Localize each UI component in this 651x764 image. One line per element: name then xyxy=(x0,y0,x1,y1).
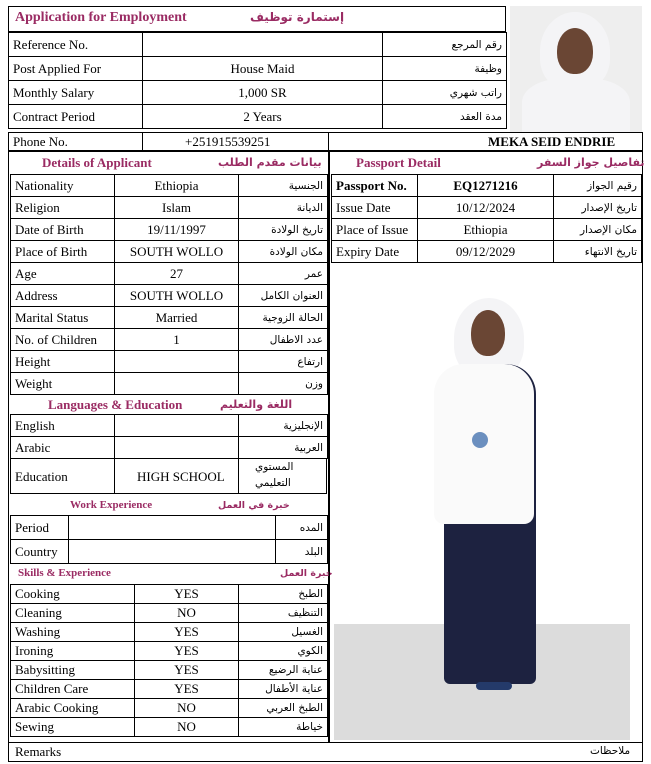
language-label: Arabic xyxy=(11,437,115,459)
applicant-value: SOUTH WOLLO xyxy=(115,241,239,263)
passport-label-ar: تاريخ الانتهاء xyxy=(554,241,642,263)
work-row xyxy=(11,540,328,564)
top-info-label: Post Applied For xyxy=(9,57,143,81)
languages-title-ar: اللغة والتعليم xyxy=(220,398,293,411)
applicant-value: Ethiopia xyxy=(115,175,239,197)
education-label-ar-2: التعليمي xyxy=(255,477,291,489)
applicant-value: SOUTH WOLLO xyxy=(115,285,239,307)
skill-label-ar: الطبخ xyxy=(239,585,328,604)
language-row xyxy=(11,415,328,437)
applicant-label: Height xyxy=(11,351,115,373)
language-label-ar: الإنجليزية xyxy=(239,415,328,437)
top-info-row xyxy=(9,57,507,81)
applicant-value: 27 xyxy=(115,263,239,285)
work-value xyxy=(69,540,276,564)
applicant-value: 19/11/1997 xyxy=(115,219,239,241)
remarks-label-ar: ملاحظات xyxy=(590,745,631,757)
work-grid xyxy=(10,515,328,564)
applicant-row xyxy=(11,219,328,241)
passport-title-ar: تفاصيل جواز السفر xyxy=(537,156,645,169)
title-ar: إستمارة توظيف xyxy=(250,10,345,24)
work-title-en: Work Experience xyxy=(70,499,153,511)
applicant-value xyxy=(115,351,239,373)
skill-label: Arabic Cooking xyxy=(11,699,135,718)
top-info-value: House Maid xyxy=(143,57,383,81)
skills-title-en: Skills & Experience xyxy=(18,567,111,579)
skill-row xyxy=(11,680,328,699)
passport-label: Expiry Date xyxy=(332,241,418,263)
remarks-label: Remarks xyxy=(15,744,62,759)
applicant-title-ar: بيانات مقدم الطلب xyxy=(218,156,322,169)
education-label: Education xyxy=(15,469,68,484)
applicant-value: Married xyxy=(115,307,239,329)
applicant-title-en: Details of Applicant xyxy=(42,155,152,170)
passport-title-en: Passport Detail xyxy=(356,155,441,170)
skill-value: NO xyxy=(135,718,239,737)
applicant-label: Place of Birth xyxy=(11,241,115,263)
body-face xyxy=(471,310,505,356)
profile-photo xyxy=(510,6,642,132)
skill-value: YES xyxy=(135,623,239,642)
applicant-label: No. of Children xyxy=(11,329,115,351)
skill-label-ar: الغسيل xyxy=(239,623,328,642)
skill-value: NO xyxy=(135,604,239,623)
top-info-row xyxy=(9,81,507,105)
top-info-value xyxy=(143,33,383,57)
skill-row xyxy=(11,585,328,604)
passport-row xyxy=(332,241,642,263)
top-info-value: 2 Years xyxy=(143,105,383,129)
passport-row xyxy=(332,175,642,197)
skill-label: Babysitting xyxy=(11,661,135,680)
applicant-row xyxy=(11,197,328,219)
language-value xyxy=(115,437,239,459)
languages-title-en: Languages & Education xyxy=(48,397,183,412)
skill-label-ar: الطبخ العربي xyxy=(239,699,328,718)
passport-label: Place of Issue xyxy=(332,219,418,241)
skill-label-ar: عناية الرضيع xyxy=(239,661,328,680)
applicant-label: Nationality xyxy=(11,175,115,197)
top-info-value: 1,000 SR xyxy=(143,81,383,105)
skill-row xyxy=(11,699,328,718)
applicant-label: Weight xyxy=(11,373,115,395)
applicant-label-ar: الديانة xyxy=(239,197,328,219)
skill-label: Cleaning xyxy=(11,604,135,623)
passport-label: Issue Date xyxy=(332,197,418,219)
applicant-grid xyxy=(10,174,328,395)
applicant-value: Islam xyxy=(115,197,239,219)
skill-label-ar: الكوي xyxy=(239,642,328,661)
skill-value: YES xyxy=(135,642,239,661)
top-info-row xyxy=(9,33,507,57)
applicant-label: Religion xyxy=(11,197,115,219)
work-label-ar: البلد xyxy=(276,540,328,564)
skill-row xyxy=(11,661,328,680)
applicant-label: Marital Status xyxy=(11,307,115,329)
passport-row xyxy=(332,219,642,241)
work-title-ar: خبرة في العمل xyxy=(218,500,290,511)
skill-row xyxy=(11,604,328,623)
top-info-row xyxy=(9,105,507,129)
skill-row xyxy=(11,623,328,642)
skill-label-ar: التنظيف xyxy=(239,604,328,623)
top-info-label: Monthly Salary xyxy=(9,81,143,105)
work-value xyxy=(69,516,276,540)
skill-grid xyxy=(10,584,328,737)
applicant-row xyxy=(11,351,328,373)
applicant-label-ar: العنوان الكامل xyxy=(239,285,328,307)
applicant-row xyxy=(11,307,328,329)
applicant-label-ar: مكان الولادة xyxy=(239,241,328,263)
top-info-label-ar: راتب شهري xyxy=(383,81,507,105)
passport-value: EQ1271216 xyxy=(418,175,554,197)
passport-row xyxy=(332,197,642,219)
applicant-label: Date of Birth xyxy=(11,219,115,241)
skills-title-ar: خبرة العمل xyxy=(280,568,333,579)
applicant-label-ar: وزن xyxy=(239,373,328,395)
remarks-row xyxy=(8,742,643,762)
applicant-value xyxy=(115,373,239,395)
phone-value: +251915539251 xyxy=(185,134,271,149)
full-body-photo xyxy=(334,264,630,740)
apron-logo xyxy=(472,432,488,448)
passport-value: Ethiopia xyxy=(418,219,554,241)
top-info-label: Contract Period xyxy=(9,105,143,129)
skill-label-ar: عناية الأطفال xyxy=(239,680,328,699)
work-label-ar: المده xyxy=(276,516,328,540)
passport-label: Passport No. xyxy=(332,175,418,197)
top-info-label-ar: وظيفة xyxy=(383,57,507,81)
language-label-ar: العربية xyxy=(239,437,328,459)
applicant-label: Age xyxy=(11,263,115,285)
passport-value: 10/12/2024 xyxy=(418,197,554,219)
passport-label-ar: مكان الإصدار xyxy=(554,219,642,241)
education-label-ar-1: المستوي xyxy=(255,461,294,473)
skill-label: Sewing xyxy=(11,718,135,737)
skill-label: Washing xyxy=(11,623,135,642)
top-info-label-ar: مدة العقد xyxy=(383,105,507,129)
top-info-label-ar: رقم المرجع xyxy=(383,33,507,57)
applicant-label-ar: الجنسية xyxy=(239,175,328,197)
work-row xyxy=(11,516,328,540)
passport-grid xyxy=(331,174,642,263)
skill-value: YES xyxy=(135,585,239,604)
skill-value: NO xyxy=(135,699,239,718)
applicant-label-ar: عدد الاطفال xyxy=(239,329,328,351)
title-en: Application for Employment xyxy=(15,10,187,25)
top-info-grid xyxy=(8,32,507,129)
applicant-label: Address xyxy=(11,285,115,307)
language-grid xyxy=(10,414,328,459)
language-row xyxy=(11,437,328,459)
skill-row xyxy=(11,718,328,737)
photo-face xyxy=(557,28,593,74)
education-value: HIGH SCHOOL xyxy=(137,469,225,484)
work-label: Country xyxy=(11,540,69,564)
applicant-label-ar: ارتفاع xyxy=(239,351,328,373)
body-shoes xyxy=(476,682,512,690)
language-label: English xyxy=(11,415,115,437)
language-value xyxy=(115,415,239,437)
applicant-row xyxy=(11,285,328,307)
work-label: Period xyxy=(11,516,69,540)
skill-label: Ironing xyxy=(11,642,135,661)
applicant-label-ar: عمر xyxy=(239,263,328,285)
applicant-label-ar: تاريخ الولادة xyxy=(239,219,328,241)
passport-value: 09/12/2029 xyxy=(418,241,554,263)
top-info-label: Reference No. xyxy=(9,33,143,57)
skill-value: YES xyxy=(135,680,239,699)
applicant-row xyxy=(11,373,328,395)
skill-label: Children Care xyxy=(11,680,135,699)
skill-row xyxy=(11,642,328,661)
applicant-name: MEKA SEID ENDRIE xyxy=(488,134,616,149)
applicant-row xyxy=(11,329,328,351)
passport-label-ar: تاريخ الإصدار xyxy=(554,197,642,219)
phone-label: Phone No. xyxy=(13,134,68,149)
applicant-value: 1 xyxy=(115,329,239,351)
skill-label: Cooking xyxy=(11,585,135,604)
passport-label-ar: رقيم الجواز xyxy=(554,175,642,197)
applicant-row xyxy=(11,263,328,285)
applicant-row xyxy=(11,175,328,197)
applicant-label-ar: الحالة الزوجية xyxy=(239,307,328,329)
skill-value: YES xyxy=(135,661,239,680)
applicant-row xyxy=(11,241,328,263)
skill-label-ar: خياطة xyxy=(239,718,328,737)
